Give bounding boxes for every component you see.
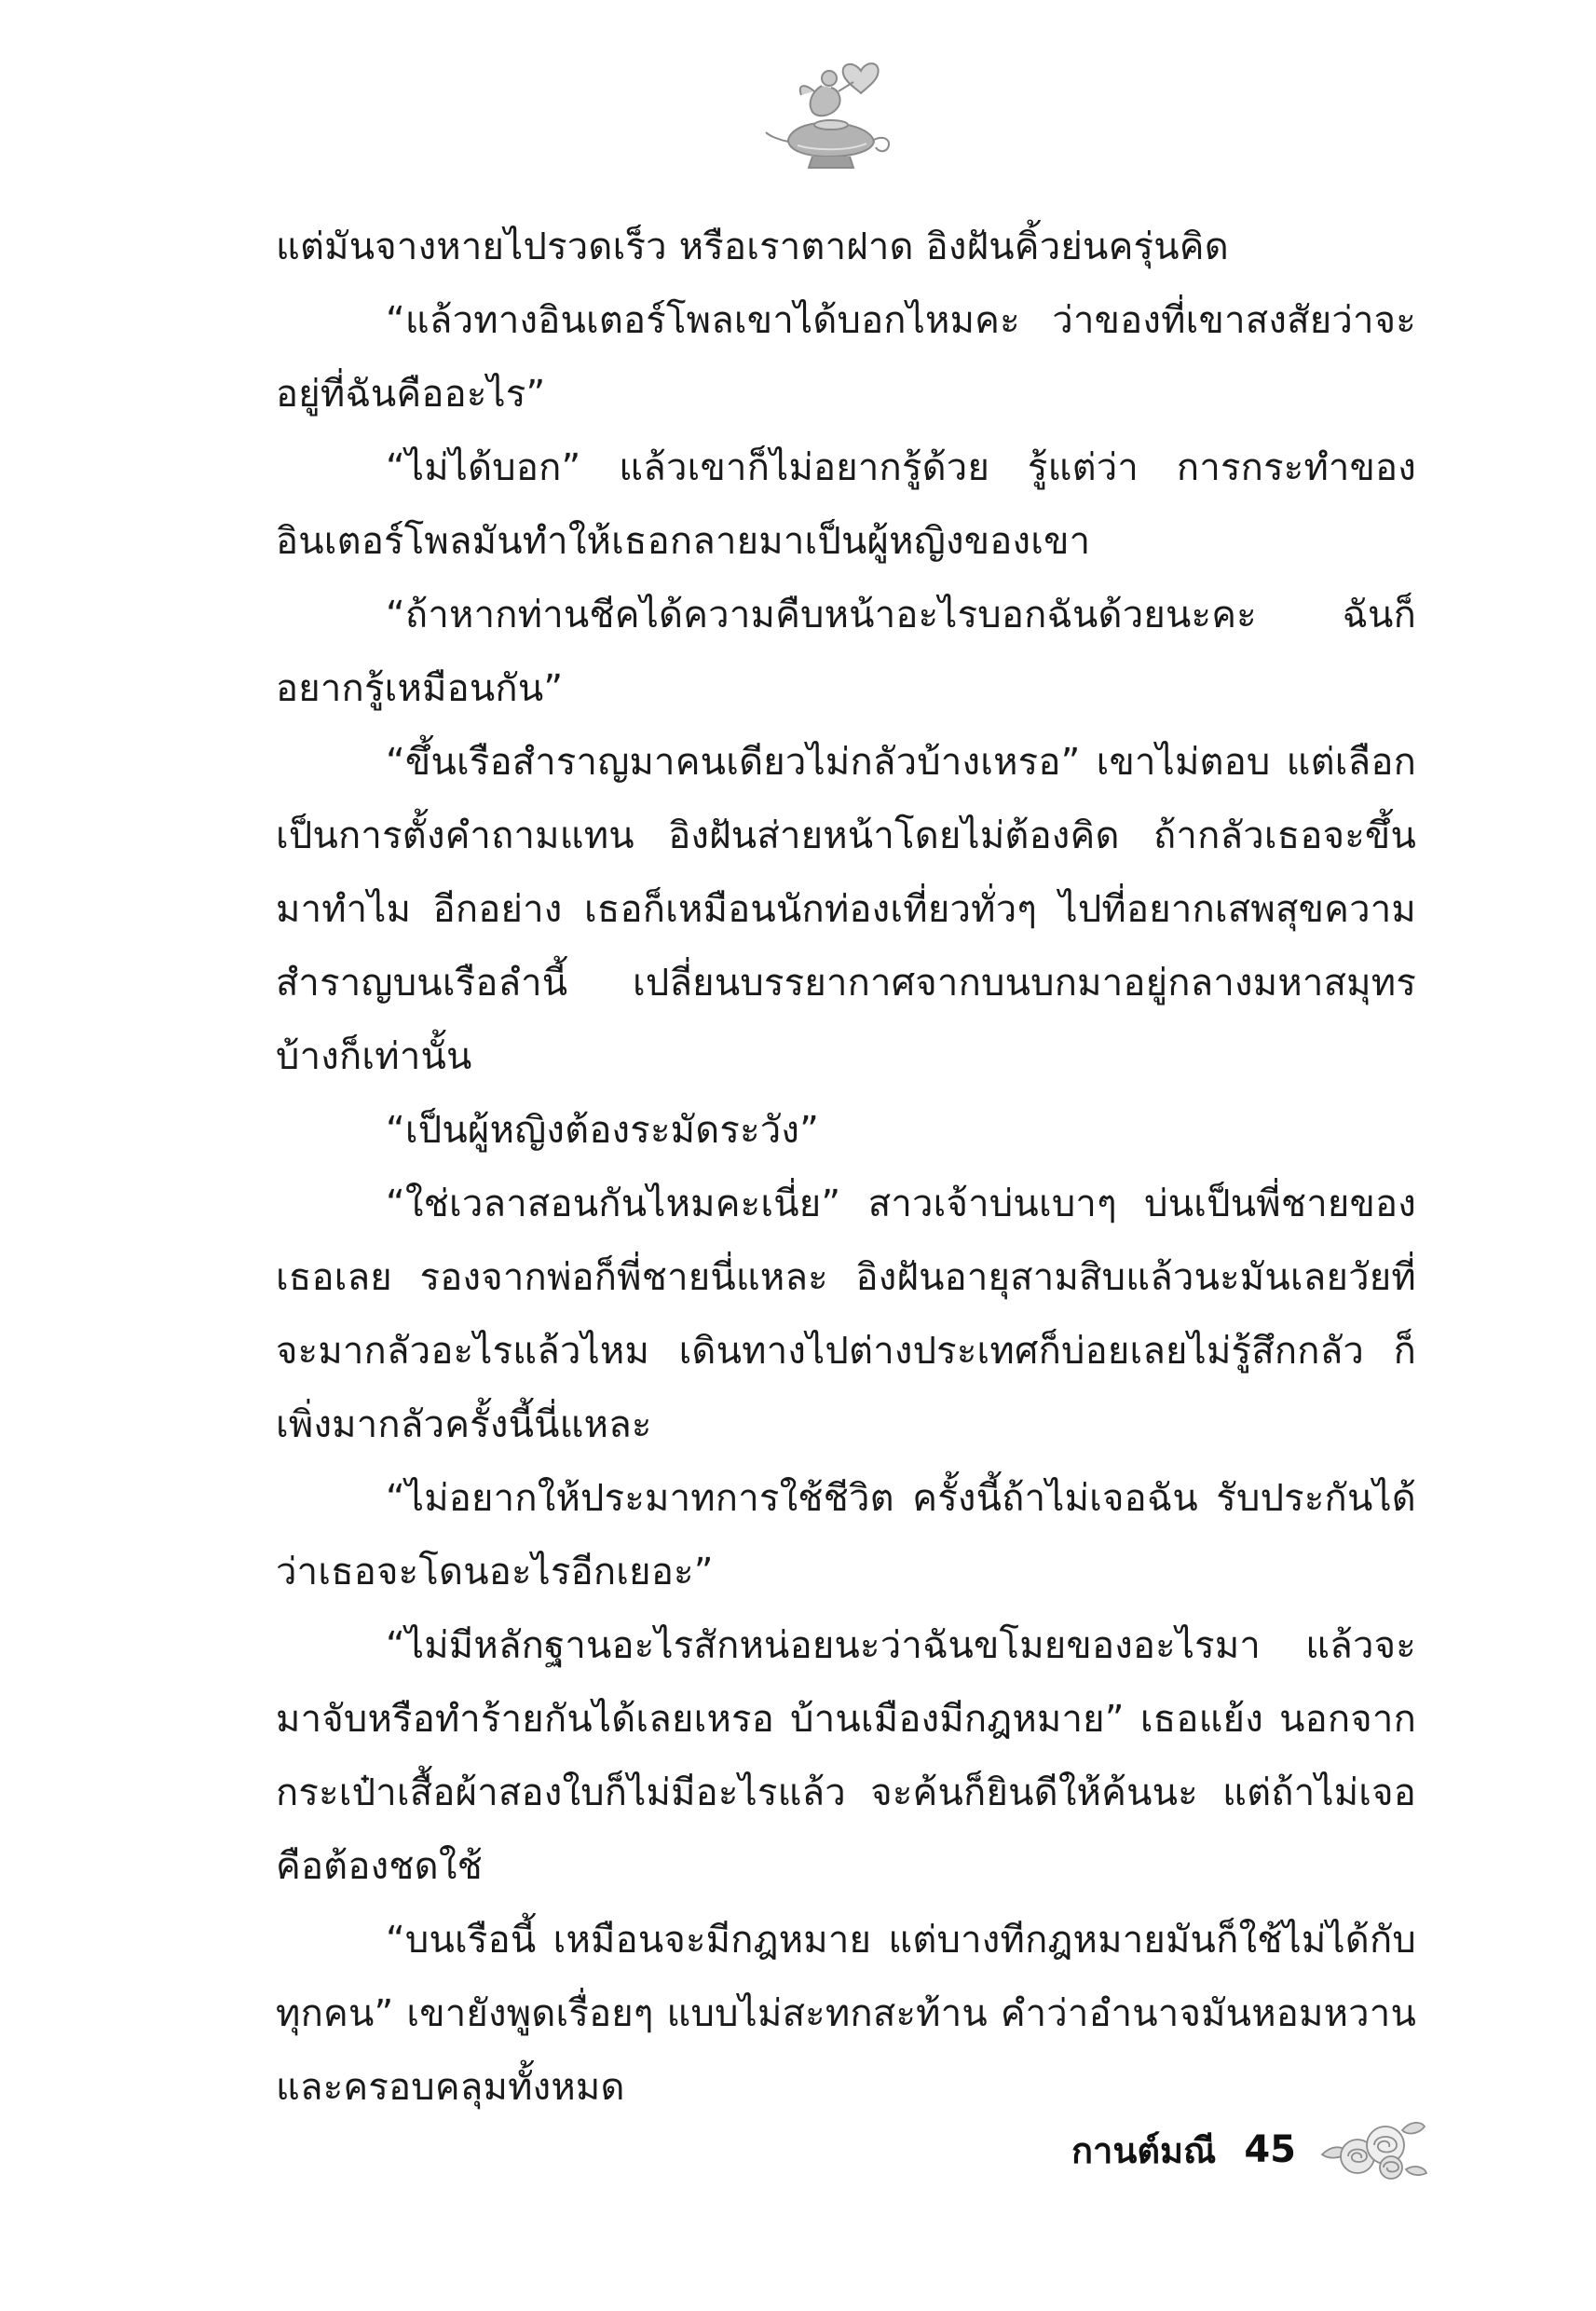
body-text: [276, 211, 1416, 2125]
teapot-cupid-ornament-icon: [760, 54, 900, 175]
paragraph-5: “ขึ้นเรือสำราญมาคนเดียวไม่กลัวบ้างเหรอ” เขาไม่ตอบ แต่เลือกเป็นการตั้งคำถามแทน อิงฝันส่ายหน้าโดยไม่ต้องคิด ถ้ากลัวเธอจะขึ้นมาทำไม อีกอย่าง เธอก็เหมือนนักท่องเที่ยวทั่วๆ ไปที่อยากเสพสุขความสำราญบนเรือลำนี้ เปลี่ยนบรรยากาศจากบนบกมาอยู่กลางมหาสมุทรบ้างก็เท่านั้น: [276, 741, 1416, 1078]
paragraph-6: “เป็นผู้หญิงต้องระมัดระวัง”: [386, 1109, 820, 1152]
paragraph-10: “บนเรือนี้ เหมือนจะมีกฎหมาย แต่บางทีกฎหมายมันก็ใช้ไม่ได้กับทุกคน” เขายังพูดเรื่อยๆ แบบไม่สะทกสะท้าน คำว่าอำนาจมันหอมหวานและครอบคลุมทั้งหมด: [276, 1919, 1416, 2109]
paragraph-1: แต่มันจางหายไปรวดเร็ว หรือเราตาฝาด อิงฝันคิ้วย่นครุ่นคิด: [276, 226, 1229, 268]
book-title: กานต์มณี: [1071, 2129, 1217, 2171]
paragraph-2: “แล้วทางอินเตอร์โพลเขาได้บอกไหมคะ ว่าของที่เขาสงสัยว่าจะอยู่ที่ฉันคืออะไร”: [276, 299, 1416, 416]
paragraph-8: “ไม่อยากให้ประมาทการใช้ชีวิต ครั้งนี้ถ้าไม่เจอฉัน รับประกันได้ว่าเธอจะโดนอะไรอีกเยอะ”: [276, 1477, 1416, 1593]
rose-cluster-ornament-icon: [1316, 2117, 1428, 2182]
paragraph-4: “ถ้าหากท่านชีคได้ความคืบหน้าอะไรบอกฉันด้วยนะคะ ฉันก็อยากรู้เหมือนกัน”: [276, 594, 1416, 710]
paragraph-9: “ไม่มีหลักฐานอะไรสักหน่อยนะว่าฉันขโมยของอะไรมา แล้วจะมาจับหรือทำร้ายกันได้เลยเหรอ บ้านเมืองมีกฎหมาย” เธอแย้ง นอกจากกระเป๋าเสื้อผ้าสองใบก็ไม่มีอะไรแล้ว จะค้นก็ยินดีให้ค้นนะ แต่ถ้าไม่เจอคือต้องชดใช้: [276, 1624, 1416, 1888]
paragraph-7: “ใช่เวลาสอนกันไหมคะเนี่ย” สาวเจ้าบ่นเบาๆ บ่นเป็นพี่ชายของเธอเลย รองจากพ่อก็พี่ชายนี่แหละ อิงฝันอายุสามสิบแล้วนะมันเลยวัยที่จะมากลัวอะไรแล้วไหม เดินทางไปต่างประเทศก็บ่อยเลยไม่รู้สึกกลัว ก็เพิ่งมากลัวครั้งนี้นี่แหละ: [276, 1183, 1416, 1446]
paragraph-3: “ไม่ได้บอก” แล้วเขาก็ไม่อยากรู้ด้วย รู้แต่ว่า การกระทำของอินเตอร์โพลมันทำให้เธอกลายมาเป็นผู้หญิงของเขา: [276, 446, 1416, 563]
page-footer: [1071, 2117, 1428, 2182]
page-number: 45: [1244, 2128, 1296, 2171]
